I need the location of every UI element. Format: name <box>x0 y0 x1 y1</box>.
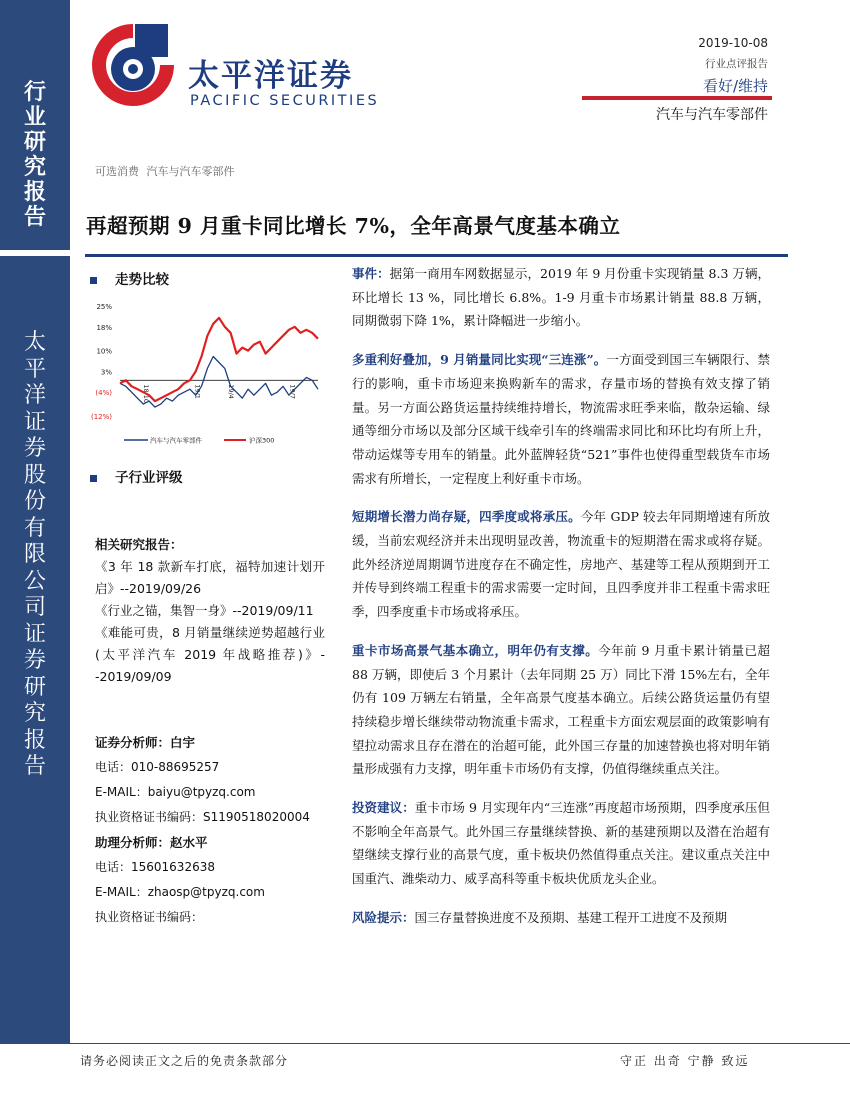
vertical-company-char: 告 <box>23 754 46 779</box>
vertical-company-char: 究 <box>23 701 46 726</box>
paragraph-lead: 事件： <box>352 266 390 281</box>
x-tick-label: 19/4 <box>226 384 235 399</box>
vertical-title-char: 究 <box>23 154 46 180</box>
analyst-contacts <box>95 730 335 930</box>
left-sidebar-band <box>0 0 70 1100</box>
analyst-card <box>95 830 335 930</box>
y-tick-label: (4%) <box>95 389 112 398</box>
x-tick-label: 19/7 <box>288 384 297 399</box>
analyst-phone: 电话：15601632638 <box>95 860 215 874</box>
vertical-title-char: 告 <box>23 204 46 230</box>
vertical-company-char: 报 <box>23 727 46 753</box>
paragraph-lead: 短期增长潜力尚存疑，四季度或将承压。 <box>352 509 581 525</box>
vertical-company-char: 份 <box>23 489 46 514</box>
paragraph-lead: 多重利好叠加，9 月销量同比实现“三连涨”。 <box>352 352 607 368</box>
vertical-title-char: 业 <box>23 104 46 130</box>
vertical-company-name <box>0 330 70 781</box>
y-tick-label: 10% <box>96 347 112 356</box>
analyst-email[interactable]: E-MAIL：zhaosp@tpyzq.com <box>95 885 265 899</box>
analyst-card <box>95 730 335 830</box>
footer-motto: 守正 出奇 宁静 致远 <box>620 1054 750 1068</box>
body-paragraph <box>352 796 770 891</box>
rating-heading-text: 子行业评级 <box>115 470 183 486</box>
paragraph-lead: 投资建议： <box>352 800 415 816</box>
related-reports-heading: 相关研究报告： <box>95 537 183 552</box>
logo-text-chinese: 太平洋证券 <box>188 58 353 94</box>
sector-label: 汽车与汽车零部件 <box>656 107 768 123</box>
body-paragraph <box>352 348 770 490</box>
footer-rule <box>70 1043 850 1044</box>
vertical-company-char: 券 <box>23 436 46 461</box>
y-tick-label: 3% <box>100 368 112 377</box>
vertical-company-char: 研 <box>23 674 46 700</box>
rating-section-heading <box>90 466 183 486</box>
vertical-company-char: 司 <box>23 595 46 620</box>
chart-legend <box>124 436 274 445</box>
vertical-title-char: 研 <box>23 129 46 155</box>
analyst-name: 助理分析师：赵水平 <box>95 835 208 850</box>
body-paragraph <box>352 906 770 930</box>
analyst-cert: 执业资格证书编码： <box>95 910 204 924</box>
x-tick-label: 18/10 <box>141 384 150 404</box>
vertical-company-char: 平 <box>23 356 46 382</box>
y-tick-label: 25% <box>96 303 112 311</box>
trend-chart <box>86 294 326 454</box>
breadcrumb <box>95 163 239 179</box>
logo-text-english: PACIFIC SECURITIES <box>190 93 380 109</box>
vertical-company-char: 券 <box>23 648 46 673</box>
related-report-link[interactable]: 《3 年 18 款新车打底，福特加速计划开启》--2019/09/26 <box>95 559 325 596</box>
paragraph-text: 重卡市场 9 月实现年内“三连涨”再度超市场预期，四季度承压但不影响全年高景气。此外国三存量继续替换、新的基建预期以及潜在治超有望继续支撑行业的高景气度，重卡板块仍然值得重点关注。建议重点关注中国重汽、潍柴动力、威孚高科等重卡板块优质龙头企业。 <box>352 800 770 887</box>
vertical-company-char: 洋 <box>23 383 46 408</box>
x-tick-label: 19/1 <box>193 384 202 399</box>
vertical-title-char: 报 <box>23 179 46 205</box>
legend-label: 沪深300 <box>249 436 275 445</box>
analyst-phone: 电话：010-88695257 <box>95 760 220 774</box>
paragraph-text: 据第一商用车网数据显示，2019 年 9 月份重卡实现销量 8.3 万辆，环比增长 13 %，同比增长 6.8%。1-9 月重卡市场累计销量 88.8 万辆，同期微弱下降 1%，累计降幅进一步缩小。 <box>352 266 770 329</box>
report-body <box>352 262 770 945</box>
body-paragraph <box>352 505 770 624</box>
paragraph-text: 今年前 9 月重卡累计销量已超 88 万辆，即使后 3 个月累计（去年同期 25 万）同比下滑 15%左右，全年仍有 109 万辆左右销量，全年高景气度基本确立。后续公路货运量仍有望持续稳步增长继续带动物流重卡需求，工程重卡方面宏观层面的政策影响有望拉动需求且存在潜在的治超可能，此外国三存量的加速替换也将对明年销量形成强有力支撑，明年重卡市场仍有支撑，仍值得继续重点关注。 <box>352 642 770 777</box>
related-report-link[interactable]: 《难能可贵，8 月销量继续逆势超越行业(太平洋汽车 2019 年战略推荐)》--2019/09/09 <box>95 625 325 684</box>
footer-disclaimer: 请务必阅读正文之后的免责条款部分 <box>80 1054 289 1068</box>
trend-heading-text: 走势比较 <box>115 272 169 288</box>
vertical-report-category <box>0 80 70 230</box>
paragraph-text: 国三存量替换进度不及预期、基建工程开工进度不及预期 <box>414 909 728 925</box>
report-type: 行业点评报告 <box>705 58 768 70</box>
vertical-title-char: 行 <box>23 79 46 105</box>
body-paragraph <box>352 262 770 333</box>
y-tick-label: 18% <box>96 323 112 332</box>
related-report-link[interactable]: 《行业之锚，集智一身》--2019/09/11 <box>95 603 314 618</box>
analyst-email[interactable]: E-MAIL：baiyu@tpyzq.com <box>95 785 256 799</box>
header-red-rule <box>582 96 772 100</box>
title-rule <box>85 254 788 257</box>
analyst-cert: 执业资格证书编码：S1190518020004 <box>95 810 310 824</box>
body-paragraph <box>352 639 770 781</box>
analyst-name: 证券分析师：白宇 <box>95 735 196 750</box>
vertical-company-char: 太 <box>23 330 46 355</box>
paragraph-lead: 风险提示： <box>352 909 415 925</box>
y-tick-label: (12%) <box>90 413 112 421</box>
legend-label: 汽车与汽车零部件 <box>150 436 202 445</box>
rating-label: 看好/维持 <box>702 77 768 95</box>
report-date: 2019-10-08 <box>698 36 768 50</box>
square-bullet-icon <box>90 277 97 284</box>
vertical-company-char: 公 <box>23 568 46 594</box>
trend-section-heading <box>90 268 169 288</box>
square-bullet-icon <box>90 475 97 482</box>
related-reports <box>95 534 325 688</box>
paragraph-lead: 重卡市场高景气基本确立，明年仍有支撑。 <box>352 642 599 658</box>
breadcrumb-item: 可选消费 <box>95 165 139 178</box>
page-title: 再超预期 9 月重卡同比增长 7%，全年高景气度基本确立 <box>86 214 621 238</box>
chart-y-axis <box>91 303 112 421</box>
paragraph-text: 一方面受到国三车辆限行、禁行的影响，重卡市场迎来换购新车的需求，存量市场的替换有效支撑了销量。另一方面公路货运量持续维持增长，物流需求旺季来临，散杂运输、绿通等细分市场以及部分区域干线牵引车的终端需求同比和环比均有所上升，带动运煤等专用车的销量。此外蓝牌轻货“521”事件也使得重型载货车市场需求有所增长，一定程度上利好重卡市场。 <box>352 352 770 486</box>
vertical-company-char: 股 <box>23 462 46 488</box>
breadcrumb-item: 汽车与汽车零部件 <box>146 165 235 178</box>
pacific-securities-logo-icon <box>88 18 178 113</box>
vertical-company-char: 限 <box>23 542 46 567</box>
vertical-company-char: 有 <box>23 515 46 541</box>
vertical-company-char: 证 <box>23 621 46 647</box>
vertical-company-char: 证 <box>23 409 46 435</box>
paragraph-text: 今年 GDP 较去年同期增速有所放缓，当前宏观经济并未出现明显改善，物流重卡的短期潜在需求或将存疑。此外经济逆周期调节进度存在不确定性，房地产、基建等工程从预期到开工并传导到终端工程重卡的需求需要一定时间，且四季度并非工程重卡需求旺季，四季度重卡市场或将承压。 <box>352 509 770 620</box>
